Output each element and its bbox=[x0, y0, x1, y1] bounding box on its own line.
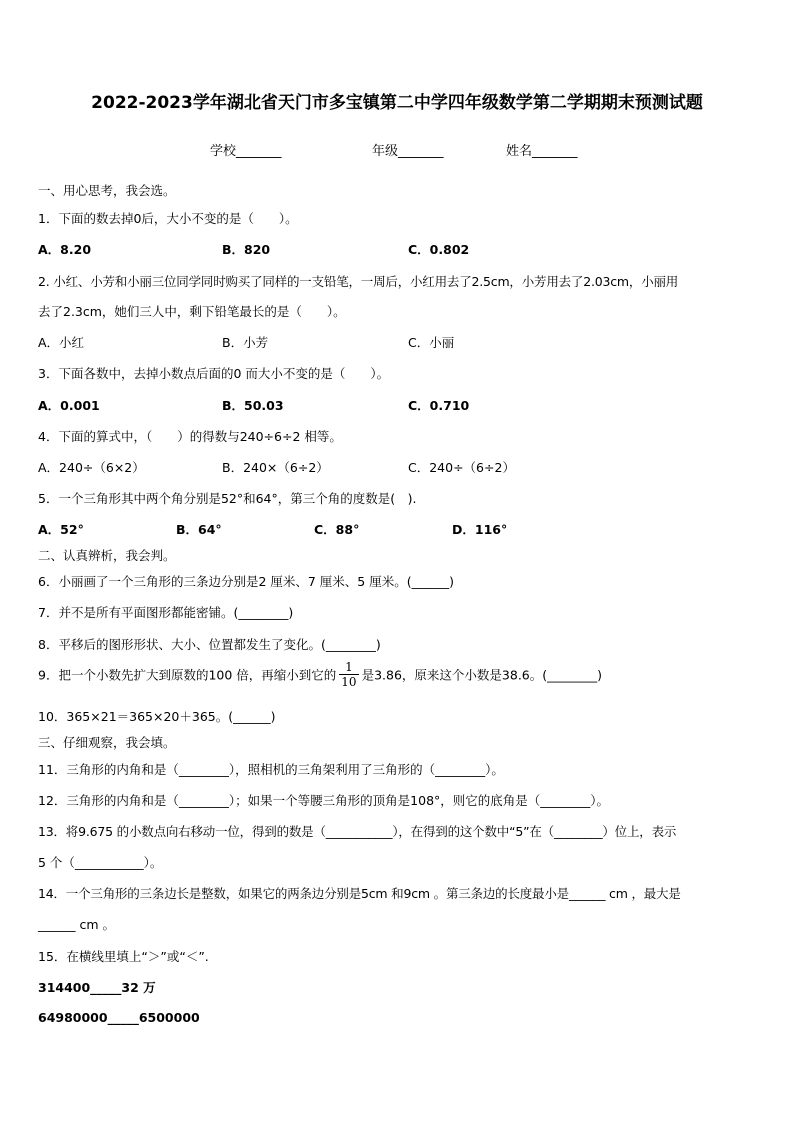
q3-option-c: C．0.710 bbox=[408, 398, 470, 413]
page-title: 2022-2023学年湖北省天门市多宝镇第二中学四年级数学第二学期期末预测试题 bbox=[91, 93, 703, 113]
question-8: 8．平移后的图形形状、大小、位置都发生了变化。(________) bbox=[38, 637, 381, 652]
q9-text-after: 是3.86，原来这个小数是38.6。(________) bbox=[361, 667, 602, 683]
question-9 bbox=[38, 660, 602, 689]
q9-fraction-numerator: 1 bbox=[339, 660, 358, 675]
q1-option-c: C．0.802 bbox=[408, 242, 470, 257]
question-4: 4．下面的算式中，（ ）的得数与240÷6÷2 相等。 bbox=[38, 429, 342, 444]
question-14-line-1: 14．一个三角形的三条边长是整数，如果它的两条边分别是5cm 和9cm 。第三条边的长度最小是______ cm ，最大是 bbox=[38, 886, 681, 901]
q1-option-b: B．820 bbox=[222, 242, 271, 257]
q9-fraction bbox=[339, 660, 358, 689]
section-1-heading: 一、用心思考，我会选。 bbox=[38, 183, 176, 198]
q2-option-c: C．小丽 bbox=[408, 335, 455, 350]
q3-option-a: A．0.001 bbox=[38, 398, 100, 413]
question-10: 10．365×21＝365×20＋365。(______) bbox=[38, 709, 276, 724]
grade-field: 年级_______ bbox=[372, 144, 444, 159]
question-7: 7．并不是所有平面图形都能密铺。(________) bbox=[38, 605, 294, 620]
question-2-line-1: 2. 小红、小芳和小丽三位同学同时购买了同样的一支铅笔，一周后，小红用去了2.5cm，小芳用去了2.03cm，小丽用 bbox=[38, 274, 679, 289]
q9-text-before: 9．把一个小数先扩大到原数的100 倍，再缩小到它的 bbox=[38, 667, 337, 683]
q4-option-c: C．240÷（6÷2） bbox=[408, 460, 515, 475]
question-3: 3．下面各数中，去掉小数点后面的0 而大小不变的是（ ）。 bbox=[38, 366, 390, 381]
q2-option-a: A．小红 bbox=[38, 335, 85, 350]
q2-option-b: B．小芳 bbox=[222, 335, 269, 350]
question-12: 12．三角形的内角和是（________）；如果一个等腰三角形的顶角是108°，则它的底角是（________）。 bbox=[38, 793, 610, 808]
question-15-item-b: 64980000_____6500000 bbox=[38, 1010, 200, 1025]
school-field: 学校_______ bbox=[210, 144, 282, 159]
question-6: 6．小丽画了一个三角形的三条边分别是2 厘米、7 厘米、5 厘米。(______) bbox=[38, 574, 454, 589]
question-14-line-2: ______ cm 。 bbox=[38, 917, 115, 932]
q4-option-b: B．240×（6÷2） bbox=[222, 460, 329, 475]
q9-fraction-denominator: 10 bbox=[341, 675, 357, 689]
q5-option-b: B．64° bbox=[176, 522, 222, 537]
q3-option-b: B．50.03 bbox=[222, 398, 284, 413]
q1-option-a: A．8.20 bbox=[38, 242, 92, 257]
q5-option-c: C．88° bbox=[314, 522, 360, 537]
section-2-heading: 二、认真辨析，我会判。 bbox=[38, 548, 176, 563]
question-15: 15．在横线里填上“＞”或“＜”. bbox=[38, 949, 209, 964]
question-13-line-1: 13．将9.675 的小数点向右移动一位，得到的数是（___________），在得到的这个数中“5”在（________）位上，表示 bbox=[38, 824, 677, 839]
question-5: 5．一个三角形其中两个角分别是52°和64°，第三个角的度数是( ). bbox=[38, 491, 417, 506]
name-field: 姓名_______ bbox=[506, 144, 578, 159]
question-11: 11．三角形的内角和是（________），照相机的三角架利用了三角形的（________）。 bbox=[38, 762, 504, 777]
question-1: 1．下面的数去掉0后，大小不变的是（ ）。 bbox=[38, 211, 298, 226]
question-13-line-2: 5 个（___________）。 bbox=[38, 855, 163, 870]
q5-option-d: D．116° bbox=[452, 522, 508, 537]
question-15-item-a: 314400_____32 万 bbox=[38, 980, 156, 995]
section-3-heading: 三、仔细观察，我会填。 bbox=[38, 735, 176, 750]
question-2-line-2: 去了2.3cm，她们三人中，剩下铅笔最长的是（ ）。 bbox=[38, 304, 346, 319]
q4-option-a: A．240÷（6×2） bbox=[38, 460, 145, 475]
q5-option-a: A．52° bbox=[38, 522, 84, 537]
